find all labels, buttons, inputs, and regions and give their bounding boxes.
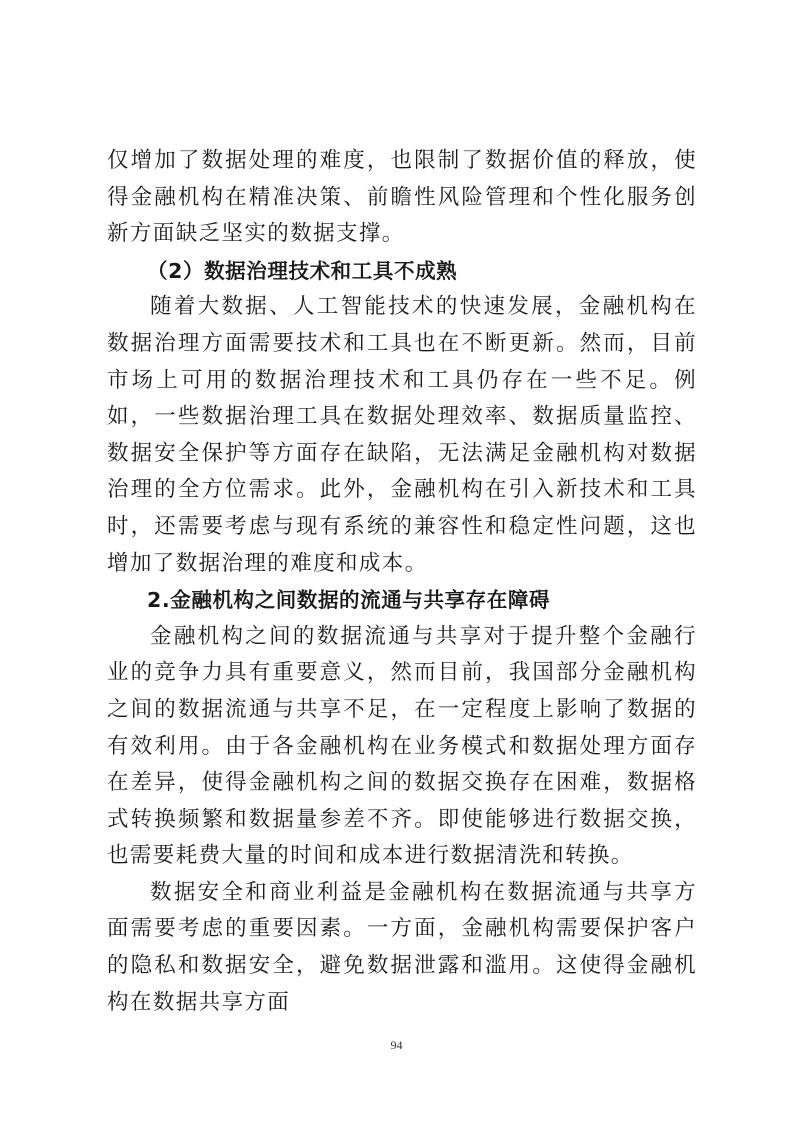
page-body [107,143,697,1021]
page-number: 94 [390,1038,403,1052]
section-heading-data-sharing-barriers: 2.金融机构之间数据的流通与共享存在障碍 [147,588,551,613]
paragraph-data-security: 数据安全和商业利益是金融机构在数据流通与共享方面需要考虑的重要因素。一方面，金融机构需要保护客户的隐私和数据安全，避免数据泄露和滥用。这使得金融机构在数据共享方面 [107,879,697,1015]
paragraph-data-circulation: 金融机构之间的数据流通与共享对于提升整个金融行业的竞争力具有重要意义，然而目前，我国部分金融机构之间的数据流通与共享不足，在一定程度上影响了数据的有效利用。由于各金融机构在业务模式和数据处理方面存在差异，使得金融机构之间的数据交换存在困难，数据格式转换频繁和数据量参差不齐。即使能够进行数据交换，也需要耗费大量的时间和成本进行数据清洗和转换。 [107,623,697,869]
paragraph-tools-immature: 随着大数据、人工智能技术的快速发展，金融机构在数据治理方面需要技术和工具也在不断更新。然而，目前市场上可用的数据治理技术和工具仍存在一些不足。例如，一些数据治理工具在数据处理效率、数据质量监控、数据安全保护等方面存在缺陷，无法满足金融机构对数据治理的全方位需求。此外，金融机构在引入新技术和工具时，还需要考虑与现有系统的兼容性和稳定性问题，这也增加了数据治理的难度和成本。 [107,294,697,576]
paragraph-continuation: 仅增加了数据处理的难度，也限制了数据价值的释放，使得金融机构在精准决策、前瞻性风险管理和个性化服务创新方面缺乏坚实的数据支撑。 [107,148,697,247]
section-heading-data-governance-tools: （2）数据治理技术和工具不成熟 [147,258,458,283]
